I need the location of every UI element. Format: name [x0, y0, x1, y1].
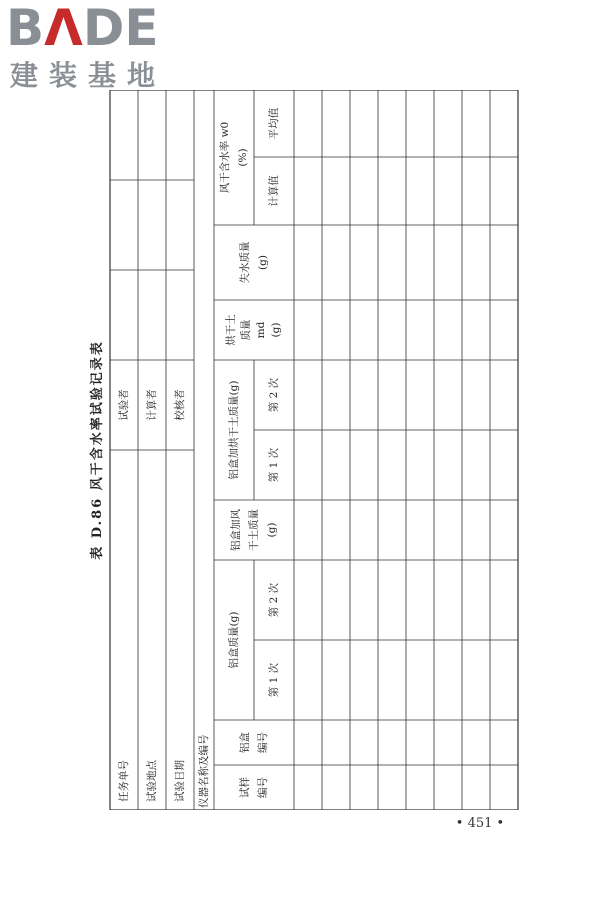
table-title: 表 D.86 风干含水率试验记录表 — [90, 340, 105, 560]
task-no-label: 任务单号 — [118, 760, 130, 802]
header-box-mass-1: 第 1 次 — [268, 662, 280, 698]
date-label: 试验日期 — [174, 760, 186, 802]
header-box-mass-2: 第 2 次 — [268, 582, 280, 618]
checker-label: 校核者 — [174, 389, 186, 421]
header-box-oven-dry-2: 第 2 次 — [268, 377, 280, 413]
logo-brand: BΛDE — [6, 0, 159, 57]
header-box-mass: 铝盒质量(g) — [228, 611, 240, 669]
instrument-label: 仪器名称及编号 — [198, 734, 210, 808]
header-box-oven-dry-1: 第 1 次 — [268, 447, 280, 483]
header-calc-value: 计算值 — [268, 175, 280, 207]
rotated-page — [80, 90, 520, 810]
location-label: 试验地点 — [146, 760, 158, 802]
header-box-air-dry: 铝盒加风 干土质量 (g) — [230, 509, 278, 551]
header-box-no: 铝盒 编号 — [239, 732, 269, 753]
header-water-loss: 失水质量 (g) — [239, 241, 269, 284]
calculator-label: 计算者 — [146, 389, 158, 421]
record-table — [80, 90, 520, 810]
tester-label: 试验者 — [118, 389, 130, 421]
watermark-logo — [6, 0, 186, 94]
header-oven-dry-mass: 烘干土 质量 md (g) — [225, 314, 282, 346]
logo-subtitle: 建装基地 — [10, 59, 167, 92]
header-moisture: 风干含水率 w0 (%) — [219, 121, 249, 194]
page-number: • 451 • — [455, 816, 505, 831]
header-avg-value: 平均值 — [268, 107, 280, 140]
header-sample-no: 试样 编号 — [239, 777, 269, 798]
header-box-oven-dry: 铝盒加烘干土质量(g) — [228, 380, 240, 480]
